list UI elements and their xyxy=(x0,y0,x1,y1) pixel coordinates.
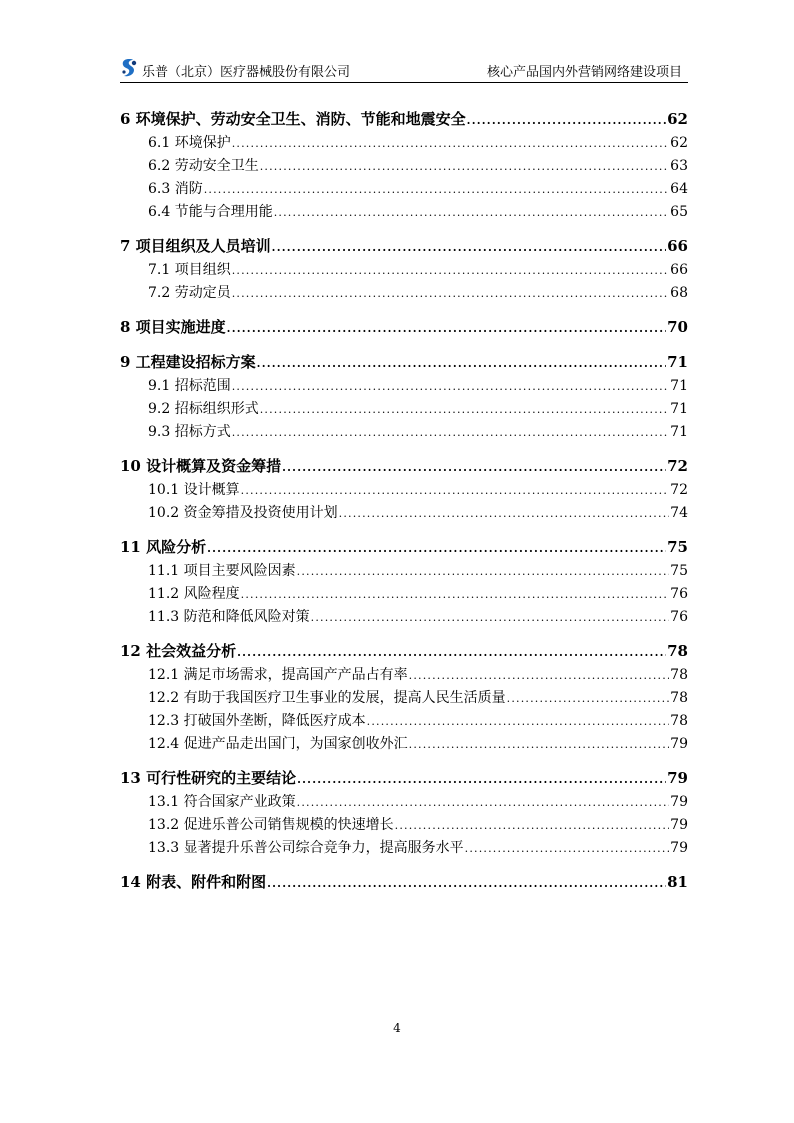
toc-page-number: 72 xyxy=(670,482,688,498)
toc-entry-title: 12.3 打破国外垄断，降低医疗成本 xyxy=(148,713,366,729)
toc-section xyxy=(120,108,688,224)
toc-entry-title: 7.1 项目组织 xyxy=(148,262,231,278)
toc-dot-leader xyxy=(232,426,669,439)
toc-dot-leader xyxy=(339,507,670,520)
toc-page-number: 63 xyxy=(670,158,688,174)
toc-page-number: 81 xyxy=(667,873,688,891)
toc-chapter-entry[interactable] xyxy=(120,108,688,132)
toc-page-number: 75 xyxy=(670,563,688,579)
toc-subsection-entry[interactable] xyxy=(120,178,688,201)
toc-dot-leader xyxy=(204,183,669,196)
toc-entry-title: 13.3 显著提升乐普公司综合竞争力，提高服务水平 xyxy=(148,840,464,856)
toc-subsection-entry[interactable] xyxy=(120,421,688,444)
toc-subsection-entry[interactable] xyxy=(120,132,688,155)
company-name: 乐普（北京）医疗器械股份有限公司 xyxy=(142,65,351,80)
toc-entry-title: 13.1 符合国家产业政策 xyxy=(148,794,296,810)
toc-subsection-entry[interactable] xyxy=(120,398,688,421)
toc-page-number: 62 xyxy=(667,110,688,128)
toc-subsection-entry[interactable] xyxy=(120,687,688,710)
toc-dot-leader xyxy=(409,669,670,682)
table-of-contents xyxy=(120,108,688,895)
toc-page-number: 76 xyxy=(670,586,688,602)
toc-dot-leader xyxy=(227,322,666,335)
toc-entry-title: 6.4 节能与合理用能 xyxy=(148,204,273,220)
toc-chapter-entry[interactable] xyxy=(120,871,688,895)
company-logo-icon xyxy=(120,58,138,78)
toc-entry-title: 6.1 环境保护 xyxy=(148,135,231,151)
toc-dot-leader xyxy=(260,160,669,173)
toc-entry-title: 6.3 消防 xyxy=(148,181,203,197)
toc-entry-title: 14 附表、附件和附图 xyxy=(120,873,267,891)
page-number: 4 xyxy=(393,1021,401,1035)
toc-page-number: 65 xyxy=(670,204,688,220)
toc-chapter-entry[interactable] xyxy=(120,316,688,340)
toc-dot-leader xyxy=(267,877,666,890)
toc-chapter-entry[interactable] xyxy=(120,235,688,259)
toc-subsection-entry[interactable] xyxy=(120,837,688,860)
toc-page-number: 74 xyxy=(670,505,688,521)
toc-dot-leader xyxy=(409,738,670,751)
toc-subsection-entry[interactable] xyxy=(120,710,688,733)
toc-entry-title: 10 设计概算及资金筹措 xyxy=(120,457,282,475)
toc-subsection-entry[interactable] xyxy=(120,502,688,525)
toc-entry-title: 13 可行性研究的主要结论 xyxy=(120,769,297,787)
toc-dot-leader xyxy=(232,137,669,150)
project-title: 核心产品国内外营销网络建设项目 xyxy=(486,65,682,80)
toc-page-number: 64 xyxy=(670,181,688,197)
toc-page-number: 78 xyxy=(670,667,688,683)
toc-entry-title: 9.1 招标范围 xyxy=(148,378,231,394)
toc-page-number: 70 xyxy=(667,318,688,336)
toc-page-number: 68 xyxy=(670,285,688,301)
toc-dot-leader xyxy=(232,287,669,300)
toc-chapter-entry[interactable] xyxy=(120,351,688,375)
toc-dot-leader xyxy=(274,206,669,219)
toc-dot-leader xyxy=(465,842,670,855)
toc-entry-title: 7.2 劳动定员 xyxy=(148,285,231,301)
toc-page-number: 71 xyxy=(667,353,688,371)
toc-chapter-entry[interactable] xyxy=(120,767,688,791)
toc-section xyxy=(120,455,688,525)
toc-subsection-entry[interactable] xyxy=(120,282,688,305)
toc-entry-title: 10.1 设计概算 xyxy=(148,482,240,498)
toc-entry-title: 11.3 防范和降低风险对策 xyxy=(148,609,310,625)
toc-dot-leader xyxy=(282,461,666,474)
toc-subsection-entry[interactable] xyxy=(120,606,688,629)
toc-subsection-entry[interactable] xyxy=(120,155,688,178)
toc-dot-leader xyxy=(237,646,666,659)
toc-dot-leader xyxy=(241,484,670,497)
toc-entry-title: 9.2 招标组织形式 xyxy=(148,401,259,417)
toc-dot-leader xyxy=(260,403,669,416)
toc-subsection-entry[interactable] xyxy=(120,791,688,814)
toc-entry-title: 13.2 促进乐普公司销售规模的快速增长 xyxy=(148,817,394,833)
toc-dot-leader xyxy=(297,773,666,786)
toc-page-number: 79 xyxy=(667,769,688,787)
page-header xyxy=(120,58,688,83)
toc-section xyxy=(120,640,688,756)
toc-dot-leader xyxy=(367,715,670,728)
toc-dot-leader xyxy=(297,796,670,809)
toc-page-number: 66 xyxy=(667,237,688,255)
toc-entry-title: 9.3 招标方式 xyxy=(148,424,231,440)
toc-section xyxy=(120,767,688,860)
toc-section xyxy=(120,871,688,895)
toc-entry-title: 12.4 促进产品走出国门，为国家创收外汇 xyxy=(148,736,408,752)
toc-dot-leader xyxy=(507,692,670,705)
toc-dot-leader xyxy=(241,588,670,601)
toc-entry-title: 11 风险分析 xyxy=(120,538,207,556)
toc-section xyxy=(120,351,688,444)
toc-page-number: 76 xyxy=(670,609,688,625)
toc-entry-title: 8 项目实施进度 xyxy=(120,318,226,336)
toc-entry-title: 11.1 项目主要风险因素 xyxy=(148,563,296,579)
toc-page-number: 75 xyxy=(667,538,688,556)
toc-page-number: 79 xyxy=(670,794,688,810)
toc-page-number: 79 xyxy=(670,736,688,752)
toc-chapter-entry[interactable] xyxy=(120,640,688,664)
toc-dot-leader xyxy=(232,380,669,393)
toc-dot-leader xyxy=(232,264,669,277)
toc-subsection-entry[interactable] xyxy=(120,201,688,224)
toc-page-number: 78 xyxy=(670,713,688,729)
toc-page-number: 78 xyxy=(667,642,688,660)
toc-page-number: 66 xyxy=(670,262,688,278)
toc-dot-leader xyxy=(311,611,670,624)
toc-entry-title: 6.2 劳动安全卫生 xyxy=(148,158,259,174)
toc-subsection-entry[interactable] xyxy=(120,259,688,282)
toc-page-number: 79 xyxy=(670,840,688,856)
toc-page-number: 71 xyxy=(670,401,688,417)
toc-dot-leader xyxy=(207,542,666,555)
toc-subsection-entry[interactable] xyxy=(120,664,688,687)
toc-section xyxy=(120,316,688,340)
toc-section xyxy=(120,536,688,629)
toc-page-number: 62 xyxy=(670,135,688,151)
toc-dot-leader xyxy=(257,357,666,370)
toc-chapter-entry[interactable] xyxy=(120,455,688,479)
toc-entry-title: 12.2 有助于我国医疗卫生事业的发展，提高人民生活质量 xyxy=(148,690,506,706)
toc-dot-leader xyxy=(272,241,666,254)
toc-page-number: 71 xyxy=(670,378,688,394)
toc-subsection-entry[interactable] xyxy=(120,583,688,606)
toc-section xyxy=(120,235,688,305)
toc-subsection-entry[interactable] xyxy=(120,560,688,583)
toc-page-number: 79 xyxy=(670,817,688,833)
toc-dot-leader xyxy=(297,565,670,578)
toc-chapter-entry[interactable] xyxy=(120,536,688,560)
toc-entry-title: 7 项目组织及人员培训 xyxy=(120,237,271,255)
toc-entry-title: 6 环境保护、劳动安全卫生、消防、节能和地震安全 xyxy=(120,110,466,128)
toc-entry-title: 12 社会效益分析 xyxy=(120,642,237,660)
toc-entry-title: 10.2 资金筹措及投资使用计划 xyxy=(148,505,338,521)
toc-page-number: 71 xyxy=(670,424,688,440)
toc-entry-title: 11.2 风险程度 xyxy=(148,586,240,602)
toc-dot-leader xyxy=(467,114,666,127)
toc-entry-title: 9 工程建设招标方案 xyxy=(120,353,256,371)
toc-subsection-entry[interactable] xyxy=(120,733,688,756)
toc-subsection-entry[interactable] xyxy=(120,814,688,837)
toc-entry-title: 12.1 满足市场需求，提高国产产品占有率 xyxy=(148,667,408,683)
toc-subsection-entry[interactable] xyxy=(120,479,688,502)
toc-subsection-entry[interactable] xyxy=(120,375,688,398)
toc-page-number: 78 xyxy=(670,690,688,706)
toc-page-number: 72 xyxy=(667,457,688,475)
toc-dot-leader xyxy=(395,819,670,832)
